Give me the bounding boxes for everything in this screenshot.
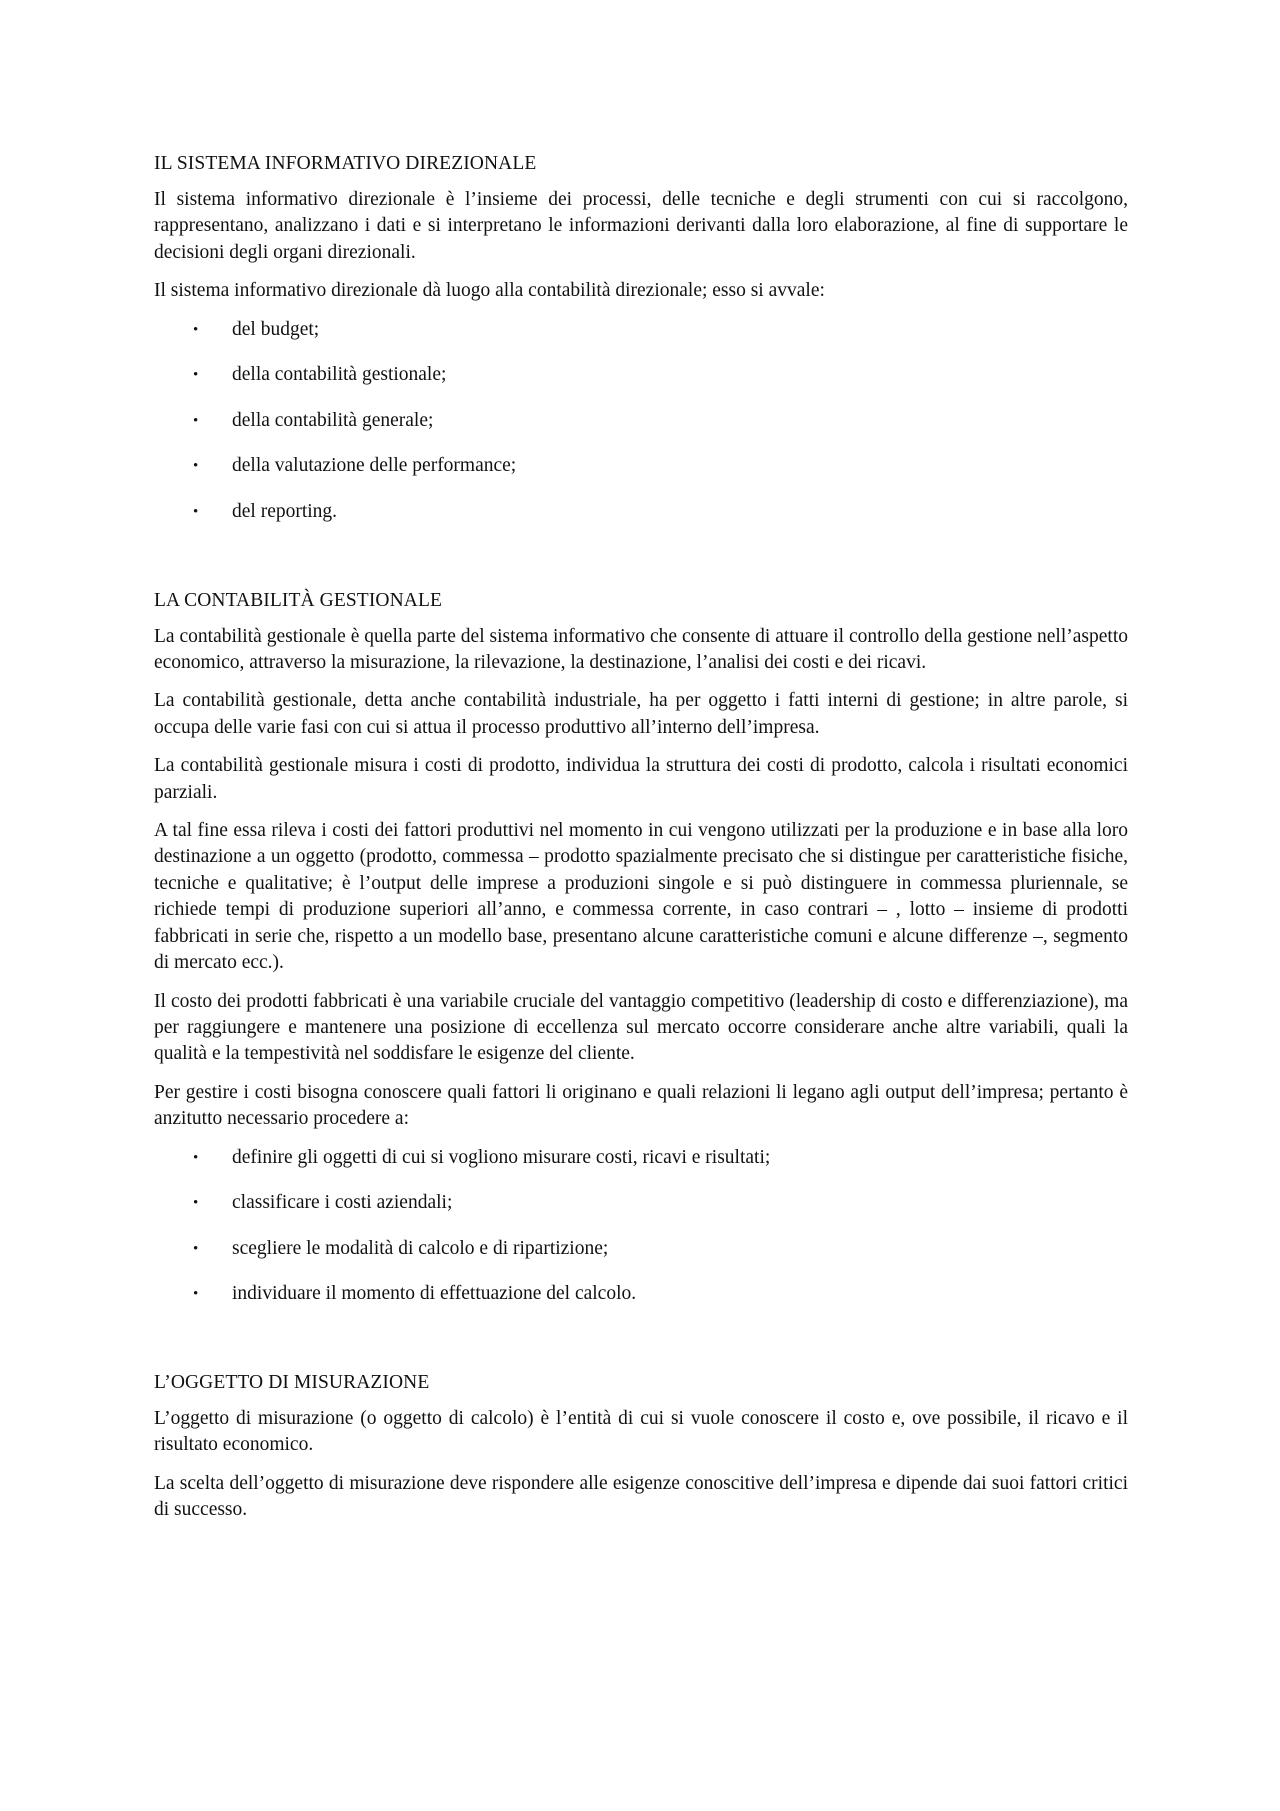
bullet-list: [154, 1145, 1128, 1308]
section-title: LA CONTABILITÀ GESTIONALE: [154, 589, 442, 611]
paragraph: A tal fine essa rileva i costi dei fattori produttivi nel momento in cui vengono utilizzati per la produzione e in base alla loro destinazione a un oggetto (prodotto, commessa – prodotto spazialmente precisato che si distingue per caratteristiche fisiche, tecniche e qualitative; è l’output delle imprese a produzioni singole e si può distinguere in commessa pluriennale, se richiede tempi di produzione superiori all’anno, e commessa corrente, in caso contrari – , lotto – insieme di prodotti fabbricati in serie che, rispetto a un modello base, presentano alcune caratteristiche comuni e alcune differenze –, segmento di mercato ecc.).: [154, 820, 1128, 974]
list-item: [154, 362, 1128, 388]
section-title: IL SISTEMA INFORMATIVO DIREZIONALE: [154, 153, 537, 174]
section-contabilita-gestionale: [154, 587, 1128, 1307]
bullet-icon: •: [193, 1240, 199, 1257]
list-item-text: definire gli oggetti di cui si vogliono misurare costi, ricavi e risultati;: [232, 1146, 771, 1168]
paragraph: La contabilità gestionale misura i costi di prodotto, individua la struttura dei costi di prodotto, calcola i risultati economici parziali.: [154, 755, 1128, 803]
paragraph: La contabilità gestionale è quella parte del sistema informativo che consente di attuare il controllo della gestione nell’aspetto economico, attraverso la misurazione, la rilevazione, la destinazione, l’analisi dei costi e dei ricavi.: [154, 625, 1128, 674]
paragraph: Per gestire i costi bisogna conoscere quali fattori li originano e quali relazioni li legano agli output dell’impresa; pertanto è anzitutto necessario procedere a:: [154, 1081, 1128, 1130]
paragraph: Il costo dei prodotti fabbricati è una variabile cruciale del vantaggio competitivo (leadership di costo e differenziazione), ma per raggiungere e mantenere una posizione di eccellenza sul mercato occorre considerare anche altre variabili, quali la qualità e la tempestività nel soddisfare le esigenze del cliente.: [154, 990, 1128, 1065]
list-item: [154, 1190, 1128, 1216]
document-page: [154, 150, 1128, 1536]
list-item: [154, 408, 1128, 434]
paragraph: Il sistema informativo direzionale dà luogo alla contabilità direzionale; esso si avvale:: [154, 280, 825, 302]
bullet-list: [154, 317, 1128, 525]
list-item: [154, 1281, 1128, 1307]
paragraph: Il sistema informativo direzionale è l’insieme dei processi, delle tecniche e degli strumenti con cui si raccolgono, rappresentano, analizzano i dati e si interpretano le informazioni derivanti dalla loro elaborazione, al fine di supportare le decisioni degli organi direzionali.: [154, 189, 1128, 263]
list-item: [154, 317, 1128, 343]
paragraph: La contabilità gestionale, detta anche contabilità industriale, ha per oggetto i fatti interni di gestione; in altre parole, si occupa delle varie fasi con cui si attua il processo produttivo all’interno dell’impresa.: [154, 690, 1128, 738]
bullet-icon: •: [193, 503, 199, 520]
list-item-text: scegliere le modalità di calcolo e di ripartizione;: [232, 1237, 609, 1259]
list-item: [154, 1236, 1128, 1262]
list-item-text: individuare il momento di effettuazione del calcolo.: [232, 1283, 637, 1305]
list-item-text: classificare i costi aziendali;: [232, 1192, 453, 1214]
bullet-icon: •: [193, 321, 199, 338]
list-item: [154, 1145, 1128, 1171]
section-sistema-informativo: [154, 150, 1128, 525]
list-item-text: del reporting.: [232, 500, 338, 522]
bullet-icon: •: [193, 1195, 199, 1212]
bullet-icon: •: [193, 458, 199, 475]
list-item: [154, 499, 1128, 525]
list-item-text: del budget;: [232, 318, 320, 340]
list-item-text: della contabilità gestionale;: [232, 364, 447, 386]
list-item: [154, 453, 1128, 479]
paragraph: L’oggetto di misurazione (o oggetto di calcolo) è l’entità di cui si vuole conoscere il costo e, ove possibile, il ricavo e il risultato economico.: [154, 1408, 1128, 1456]
bullet-icon: •: [193, 412, 199, 429]
bullet-icon: •: [193, 1286, 199, 1303]
paragraph: La scelta dell’oggetto di misurazione deve rispondere alle esigenze conoscitive dell’impresa e dipende dai suoi fattori critici di successo.: [154, 1472, 1128, 1521]
section-title: L’OGGETTO DI MISURAZIONE: [154, 1372, 430, 1394]
bullet-icon: •: [193, 1149, 199, 1166]
list-item-text: della valutazione delle performance;: [232, 455, 517, 477]
list-item-text: della contabilità generale;: [232, 409, 434, 431]
section-oggetto-misurazione: [154, 1369, 1128, 1524]
bullet-icon: •: [193, 367, 199, 384]
